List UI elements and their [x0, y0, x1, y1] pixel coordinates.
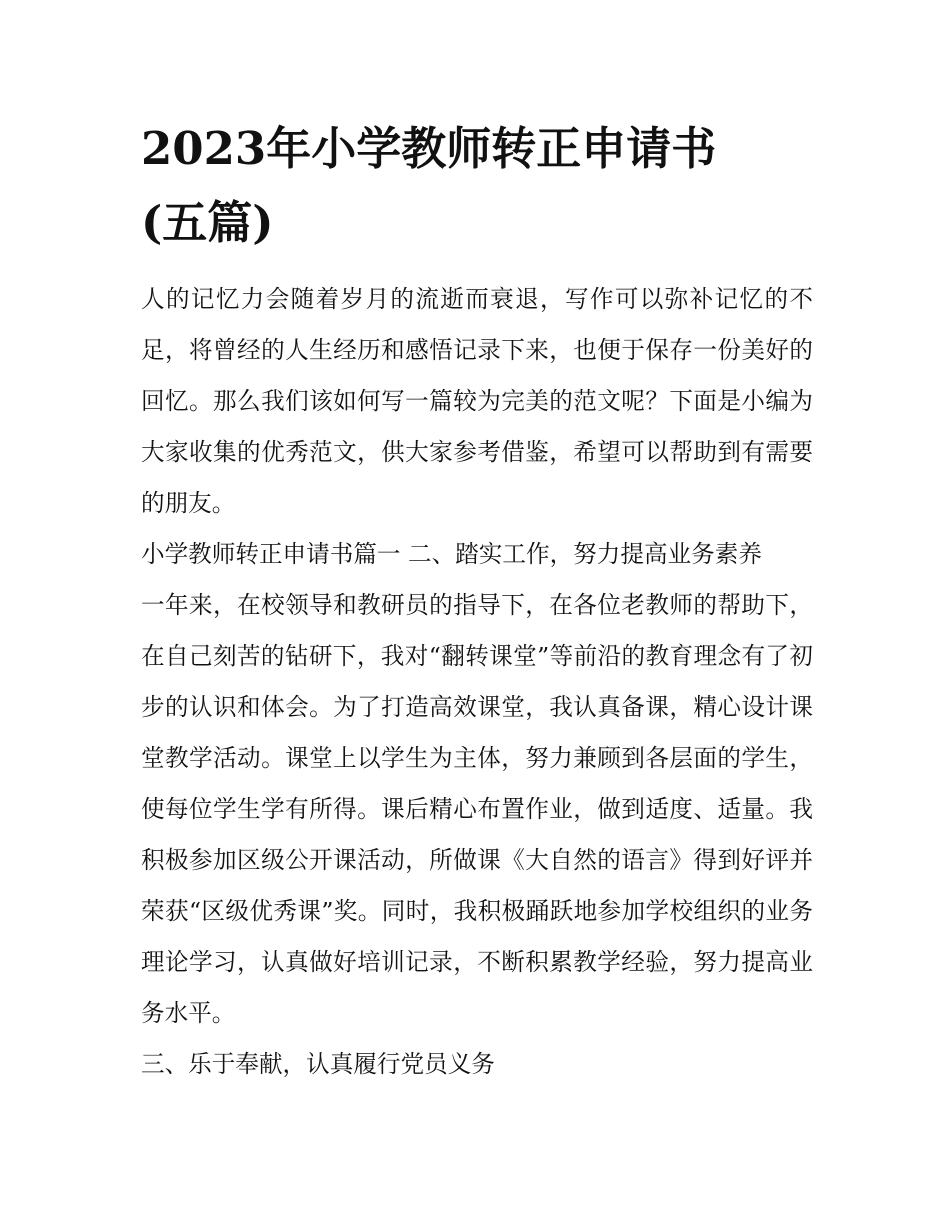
document-title [141, 112, 813, 260]
title-line-1: 2023年小学教师转正申请书 [141, 122, 717, 175]
document-body [141, 112, 813, 1090]
section-heading-paragraph: 小学教师转正申请书篇一 二、踏实工作，努力提高业务素养 [141, 540, 762, 568]
intro-paragraph: 人的记忆力会随着岁月的流逝而衰退，写作可以弥补记忆的不足，将曾经的人生经历和感悟记录下来，也便于保存一份美好的回忆。那么我们该如何写一篇较为完美的范文呢？下面是小编为大家收集的优秀范文，供大家参考借鉴，希望可以帮助到有需要的朋友。 [141, 285, 813, 517]
body-paragraph: 一年来，在校领导和教研员的指导下，在各位老教师的帮助下，在自己刻苦的钻研下，我对“翻转课堂”等前沿的教育理念有了初步的认识和体会。为了打造高效课堂，我认真备课，精心设计课堂教学活动。课堂上以学生为主体，努力兼顾到各层面的学生，使每位学生学有所得。课后精心布置作业，做到适度、适量。我积极参加区级公开课活动，所做课《大自然的语言》得到好评并荣获“区级优秀课”奖。同时，我积极踊跃地参加学校组织的业务理论学习，认真做好培训记录，不断积累教学经验，努力提高业务水平。 [141, 591, 813, 1027]
section-heading-paragraph-3: 三、乐于奉献，认真履行党员义务 [141, 1050, 495, 1078]
title-line-2: (五篇) [141, 196, 274, 249]
